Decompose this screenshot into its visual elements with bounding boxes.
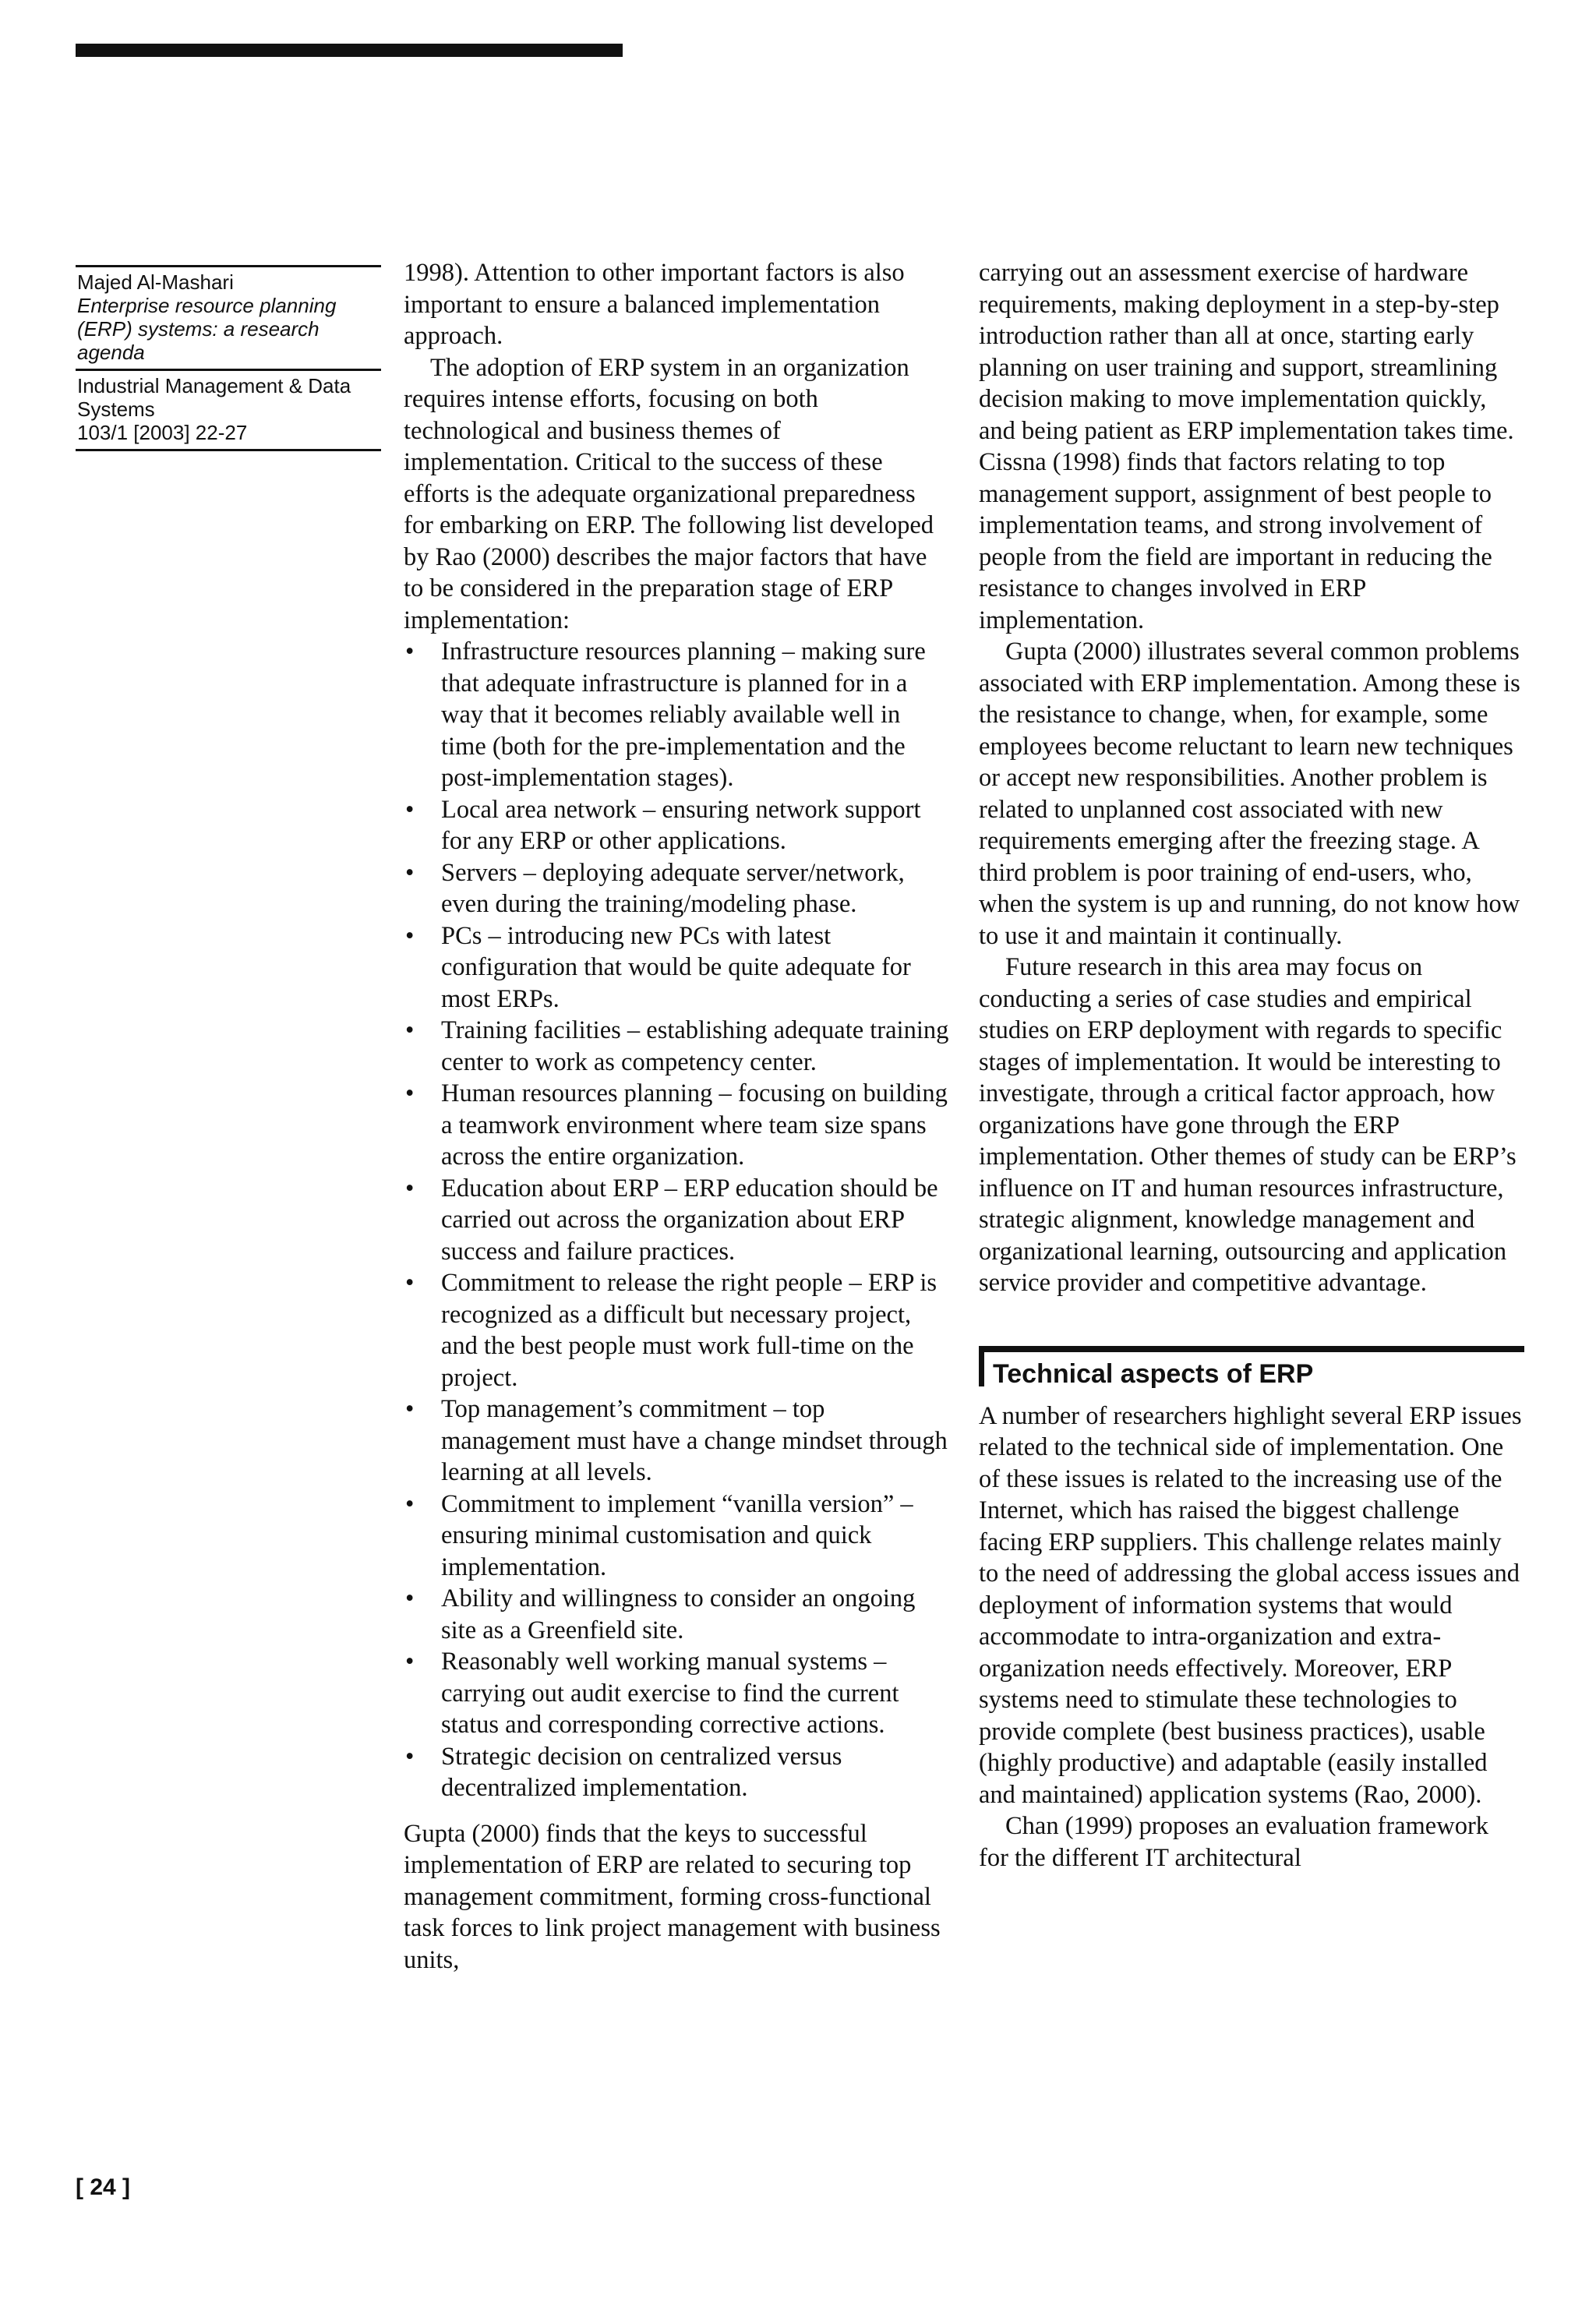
bullet-icon: • — [405, 1584, 415, 1612]
section-heading-block — [979, 1346, 1524, 1391]
article-title: Enterprise resource planning (ERP) systems: a research agenda — [77, 294, 337, 364]
section-heading: Technical aspects of ERP — [993, 1358, 1314, 1389]
bullet-icon: • — [405, 1489, 415, 1518]
list-item: • Top management’s commitment – top management must have a change mindset through learning at all levels. — [405, 1395, 948, 1486]
list-item: • Reasonably well working manual systems – carrying out audit exercise to find the current status and corresponding corrective actions. — [405, 1648, 899, 1739]
article-info — [76, 265, 381, 369]
paragraph: Gupta (2000) finds that the keys to successful implementation of ERP are related to securing top management commitment, forming cross-functional task forces to link project management with business units, — [404, 1819, 941, 1974]
list-item: • Training facilities – establishing adequate training center to work as competency center. — [405, 1016, 949, 1076]
bullet-icon: • — [405, 1016, 415, 1044]
heading-bar — [979, 1346, 984, 1386]
list-item: • Infrastructure resources planning – making sure that adequate infrastructure is planned for in a way that it becomes reliably available well in time (both for the pre-implementation and the post-implementation stages). — [405, 638, 926, 792]
bullet-icon: • — [405, 1742, 415, 1771]
bullet-icon: • — [405, 1395, 415, 1423]
journal-info — [76, 369, 381, 449]
left-text-column — [404, 257, 949, 1976]
list-item: • Education about ERP – ERP education should be carried out across the organization about ERP success and failure practices. — [405, 1174, 938, 1266]
paragraph: Gupta (2000) illustrates several common problems associated with ERP implementation. Among these is the resistance to change, when, for example, some employees become reluctant to learn new techniques or accept new responsibilities. Another problem is related to unplanned cost associated with new requirements emerging after the freezing stage. A third problem is poor training of end-users, who, when the system is up and running, do not know how to use it and maintain it continually. — [979, 638, 1520, 950]
sidebar-bottom-rule — [76, 449, 381, 451]
bullet-icon: • — [405, 638, 415, 666]
bullet-icon: • — [405, 921, 415, 950]
bullet-icon: • — [405, 795, 415, 824]
list-item: • Strategic decision on centralized versus decentralized implementation. — [405, 1742, 842, 1802]
bullet-icon: • — [405, 858, 415, 887]
paragraph: carrying out an assessment exercise of hardware requirements, making deployment in a step-by-step introduction rather than all at once, starting early planning on user training and support, streamlining decision making to move implementation quickly, and being patient as ERP implementation takes time. Cissna (1998) finds that factors relating to top management support, assignment of best people to implementation teams, and strong involvement of people from the field are important in reducing the resistance to changes involved in ERP implementation. — [979, 259, 1514, 634]
paragraph: 1998). Attention to other important factors is also important to ensure a balanced implementation approach. — [404, 259, 905, 350]
list-item: • Human resources planning – focusing on building a teamwork environment where team size spans across the entire organization. — [405, 1079, 948, 1171]
author-name: Majed Al-Mashari — [77, 270, 234, 294]
header-rule — [76, 44, 623, 57]
paragraph: Future research in this area may focus on conducting a series of case studies and empirical studies on ERP deployment with regards to specific stages of implementation. It would be interesting to investigate, through a critical factor approach, how organizations have gone through the ERP implementation. Other themes of study can be ERP’s influence on IT and human resources infrastructure, strategic alignment, knowledge management and organizational learning, outsourcing and application service provider and competitive advantage. — [979, 953, 1517, 1297]
bullet-icon: • — [405, 1079, 415, 1107]
list-item: • Commitment to release the right people – ERP is recognized as a difficult but necessary project, and the best people must work full-time on the project. — [405, 1269, 937, 1392]
right-text-column — [979, 257, 1524, 1874]
list-item: • PCs – introducing new PCs with latest configuration that would be quite adequate for most ERPs. — [405, 921, 911, 1013]
bullet-icon: • — [405, 1174, 415, 1203]
journal-name: Industrial Management & Data Systems — [77, 374, 351, 421]
journal-issue: 103/1 [2003] 22-27 — [77, 421, 248, 444]
list-item: • Local area network – ensuring network support for any ERP or other applications. — [405, 795, 921, 855]
paragraph: The adoption of ERP system in an organization requires intense efforts, focusing on both technological and business themes of implementation. Critical to the success of these efforts is the adequate organizational preparedness for embarking on ERP. The following list developed by Rao (2000) describes the major factors that have to be considered in the preparation stage of ERP implementation: — [404, 353, 934, 634]
page-number: [ 24 ] — [76, 2174, 131, 2200]
running-header — [76, 265, 381, 451]
list-item: • Commitment to implement “vanilla version” – ensuring minimal customisation and quick implementation. — [405, 1489, 913, 1581]
list-item: • Ability and willingness to consider an ongoing site as a Greenfield site. — [405, 1584, 916, 1644]
list-item: • Servers – deploying adequate server/network, even during the training/modeling phase. — [405, 858, 905, 918]
bullet-icon: • — [405, 1269, 415, 1297]
paragraph: Chan (1999) proposes an evaluation framework for the different IT architectural — [979, 1812, 1489, 1872]
bullet-icon: • — [405, 1648, 415, 1676]
factor-list — [404, 636, 949, 1804]
heading-rule — [979, 1346, 1524, 1352]
paragraph: A number of researchers highlight several ERP issues related to the technical side of implementation. One of these issues is related to the increasing use of the Internet, which has raised the biggest challenge facing ERP suppliers. This challenge relates mainly to the need of addressing the global access issues and deployment of information systems that would accommodate to intra-organization and extra-organization needs effectively. Moreover, ERP systems need to stimulate these technologies to provide complete (best business practices), usable (highly productive) and adaptable (easily installed and maintained) application systems (Rao, 2000). — [979, 1401, 1522, 1809]
